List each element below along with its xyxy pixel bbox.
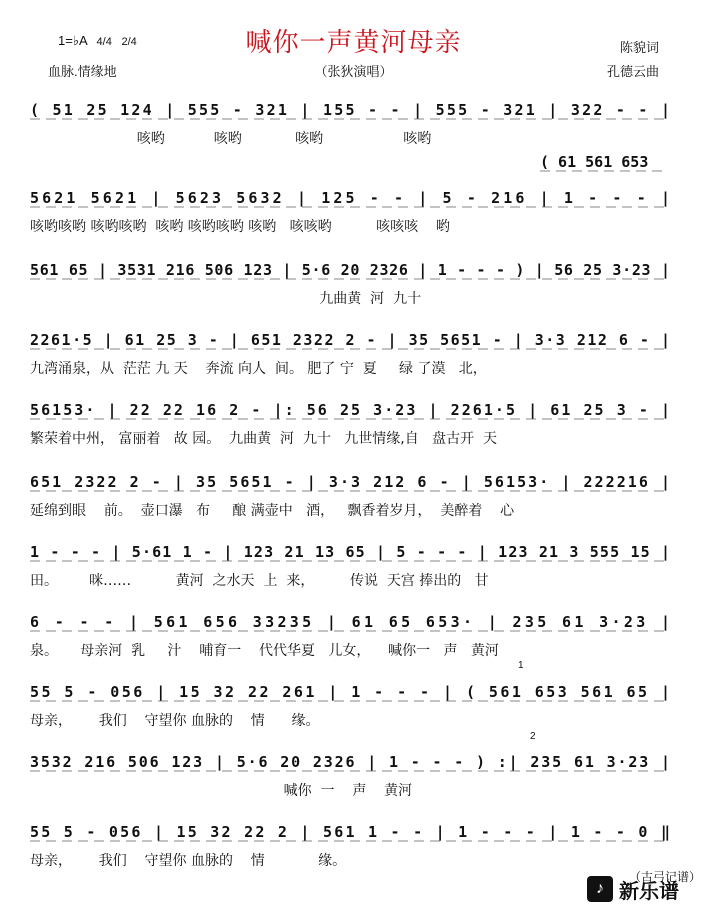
notes-text: ( 51 25 124 | 555 - 321 | 155 - - | 555 - 321 | 322 - - |: [30, 101, 670, 119]
volta-1: 1: [518, 660, 524, 671]
notes-text: 561 65 | 3531 216 506 123 | 5·6 20 2326 | 1 - - - ) | 56 25 3·23 |: [30, 261, 670, 279]
notes-text: 1 - - - | 5·61 1 - | 123 21 13 65 | 5 - - - | 123 21 3 555 15 |: [30, 543, 670, 561]
notes-text: ( 61 561 653: [540, 153, 649, 171]
volta-2: 2: [530, 731, 536, 742]
lyrics-row: 泉。 母亲河 乳 汁 哺育一 代代华夏 儿女， 喊你一 声 黄河: [30, 643, 499, 659]
notes-row: [0, 680, 707, 704]
lyrics-row: 喊你 一 声 黄河: [30, 783, 413, 799]
notes-row: [0, 186, 707, 210]
notes-text: 55 5 - 056 | 15 32 22 2 | 561 1 - - | 1 - - - | 1 - - 0 ‖: [30, 823, 670, 841]
notes-text: 5621 5621 | 5623 5632 | 125 - - | 5 - 216 | 1 - - - |: [30, 189, 671, 207]
notes-row: [0, 328, 707, 352]
time-signature-2: 2/4: [121, 35, 137, 48]
song-title: 喊你一声黄河母亲: [245, 28, 462, 58]
lyrics-row: 母亲， 我们 守望你 血脉的 情 缘。: [30, 853, 347, 869]
album-name: 血脉.情缘地: [48, 64, 117, 79]
lyrics-row: 田。 咪…… 黄河 之水天 上 来， 传说 天宫 捧出的 甘: [30, 573, 489, 589]
notes-row: [0, 610, 707, 634]
notes-row: [0, 150, 707, 174]
lyrics-row: 母亲， 我们 守望你 血脉的 情 缘。: [30, 713, 320, 729]
singer-credit: （张狄演唱）: [314, 64, 393, 79]
time-signature-1: 4/4: [96, 35, 112, 48]
lyrics-row: 九曲黄 河 九十: [30, 291, 422, 307]
key-signature: [58, 33, 137, 49]
notes-text: 2261·5 | 61 25 3 - | 651 2322 2 - | 35 5651 - | 3·3 212 6 - |: [30, 331, 670, 349]
lyrics-row: 咳哟 咳哟 咳哟 咳哟: [30, 131, 432, 147]
lyrics-row: 繁荣着中州， 富丽着 故 园。 九曲黄 河 九十 九世情缘,自 盘古开 天: [30, 431, 498, 447]
notes-text: 3532 216 506 123 | 5·6 20 2326 | 1 - - - ) :| 235 61 3·23 |: [30, 753, 670, 771]
lyrics-row: 咳哟咳哟 咳哟咳哟 咳哟 咳哟咳哟 咳哟 咳咳哟 咳咳咳 哟: [30, 219, 450, 235]
notes-row: [0, 258, 707, 282]
lyricist-credit: 陈貌词: [619, 40, 659, 55]
transcriber-credit: （古弓记谱）: [628, 870, 701, 884]
key-label: 1=♭A: [58, 33, 87, 48]
notes-text: 651 2322 2 - | 35 5651 - | 3·3 212 6 - | 56153· | 222216 |: [30, 473, 670, 491]
notes-text: 6 - - - | 561 656 33235 | 61 65 653· | 235 61 3·23 |: [30, 613, 670, 631]
brand-icon: ♪: [587, 876, 613, 902]
notes-row: [0, 540, 707, 564]
notes-text: 56153· | 22 22 16 2 - |: 56 25 3·23 | 2261·5 | 61 25 3 - |: [30, 401, 670, 419]
notes-text: 55 5 - 056 | 15 32 22 261 | 1 - - - | ( 561 653 561 65 |: [30, 683, 670, 701]
notes-row: [0, 470, 707, 494]
brand-logo: [587, 874, 697, 904]
notes-row: [0, 750, 707, 774]
brand-name: 新乐谱: [619, 880, 679, 903]
notes-row: [0, 398, 707, 422]
composer-credit: 孔德云曲: [606, 64, 659, 79]
lyrics-row: 九湾涌泉，从 茫茫 九 天 奔流 向人 间。 肥了 宁 夏 绿 了漠 北，: [30, 361, 487, 377]
notes-row: [0, 98, 707, 122]
lyrics-row: 延绵到眼 前。 壶口瀑 布 酿 满壶中 酒， 飘香着岁月， 美醉着 心: [30, 503, 515, 519]
